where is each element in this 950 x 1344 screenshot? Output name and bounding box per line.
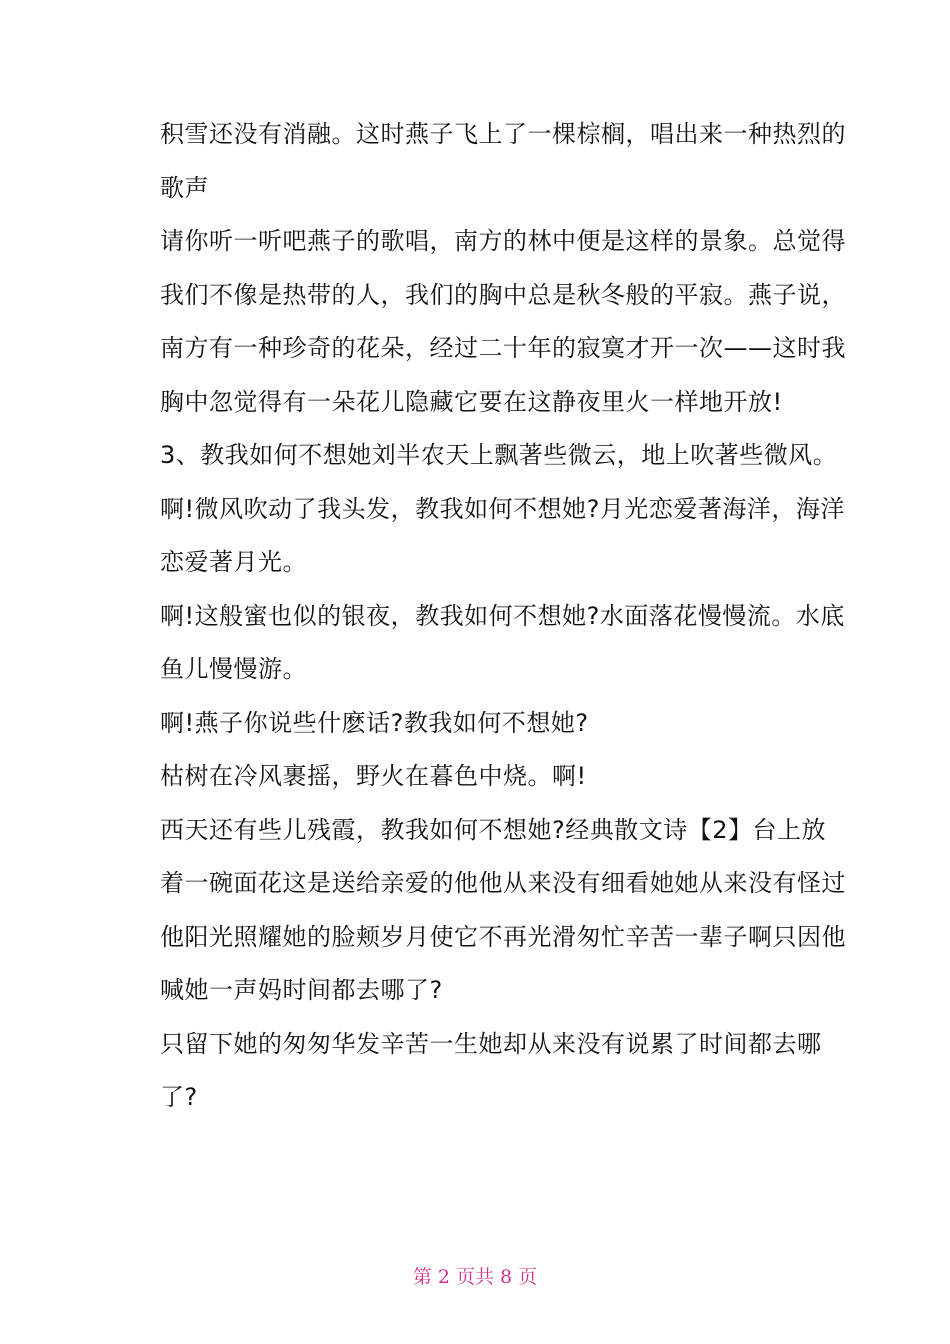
page-number-footer: 第 2 页共 8 页 <box>412 1266 538 1288</box>
paragraph-5: 啊!这般蜜也似的银夜，教我如何不想她?水面落花慢慢流。水底鱼儿慢慢游。 <box>160 601 845 683</box>
paragraph-4: 啊!微风吹动了我头发，教我如何不想她?月光恋爱著海洋，海洋恋爱著月光。 <box>160 494 845 576</box>
paragraph-3: 3、教我如何不想她刘半农天上飘著些微云，地上吹著些微风。 <box>160 441 838 469</box>
paragraph-6: 啊!燕子你说些什麽话?教我如何不想她? <box>160 708 589 737</box>
paragraph-8: 西天还有些儿残霞，教我如何不想她?经典散文诗【2】台上放着一碗面花这是送给亲爱的他他从来没有细看她她从来没有怪过他阳光照耀她的脸颊岁月使它不再光滑匆忙辛苦一辈子啊只因他喊她一声妈时间都去哪了? <box>160 815 846 1004</box>
paragraph-2: 请你听一听吧燕子的歌唱，南方的林中便是这样的景象。总觉得我们不像是热带的人，我们的胸中总是秋冬般的平寂。燕子说，南方有一种珍奇的花朵，经过二十年的寂寞才开一次——这时我胸中忽觉得有一朵花儿隐藏它要在这静夜里火一样地开放! <box>160 227 846 416</box>
document-body <box>160 108 850 1125</box>
paragraph-1: 积雪还没有消融。这时燕子飞上了一棵棕榈，唱出来一种热烈的歌声 <box>160 120 846 202</box>
paragraph-7: 枯树在冷风裹摇，野火在暮色中烧。啊! <box>160 762 587 790</box>
paragraph-9: 只留下她的匆匆华发辛苦一生她却从来没有说累了时间都去哪了? <box>160 1029 822 1111</box>
